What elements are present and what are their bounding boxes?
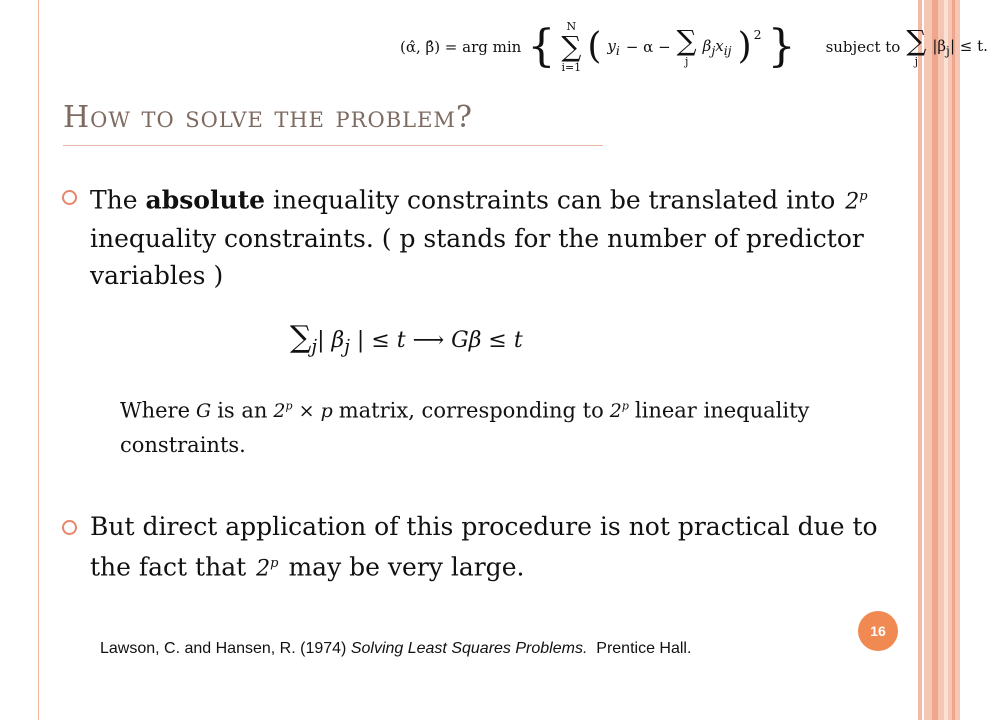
where-explanation: Where G is an 2$^p$ × p matrix, corresponding to 2$^p$ linear inequality constraints. — [120, 398, 810, 458]
right-decor-stripe — [944, 0, 948, 720]
bullet-ring-icon — [62, 190, 77, 205]
constraint-formula: $\sum_j|$ $\beta_j$ | ≤ t ⟶ Gβ ≤ t — [290, 320, 523, 358]
title-underline — [63, 145, 603, 146]
lasso-formula: (α̂, β̂) = arg min { N ∑ i=1 ( $y_i$ − α − ∑ j $\beta_jx_{ij}$ ) $^2$ } subject to ∑ j $|\beta_j| \le t$. — [400, 20, 988, 74]
bullet-1-text: The absolute inequality constraints can be translated into 2$^p$inequality constraints. ( p stands for the number of predictor variables ) — [90, 178, 910, 294]
bullet-ring-icon — [62, 520, 77, 535]
math-2p: 2$^p$ — [845, 189, 868, 215]
right-decor-stripe — [918, 0, 922, 720]
reference-citation: Lawson, C. and Hansen, R. (1974) Solving Least Squares Problems. Prentice Hall. — [100, 640, 692, 657]
math-2p: 2$^p$ — [256, 556, 279, 582]
right-decor-stripe — [952, 0, 955, 720]
slide-title: How to solve the problem? — [63, 100, 473, 135]
left-decor-line — [38, 0, 39, 720]
bullet-2-text: But direct application of this procedure is not practical due to the fact that 2$^p$ may be very large. — [90, 508, 910, 587]
page-number-badge: 16 — [858, 611, 898, 651]
right-decor-stripe — [932, 0, 938, 720]
